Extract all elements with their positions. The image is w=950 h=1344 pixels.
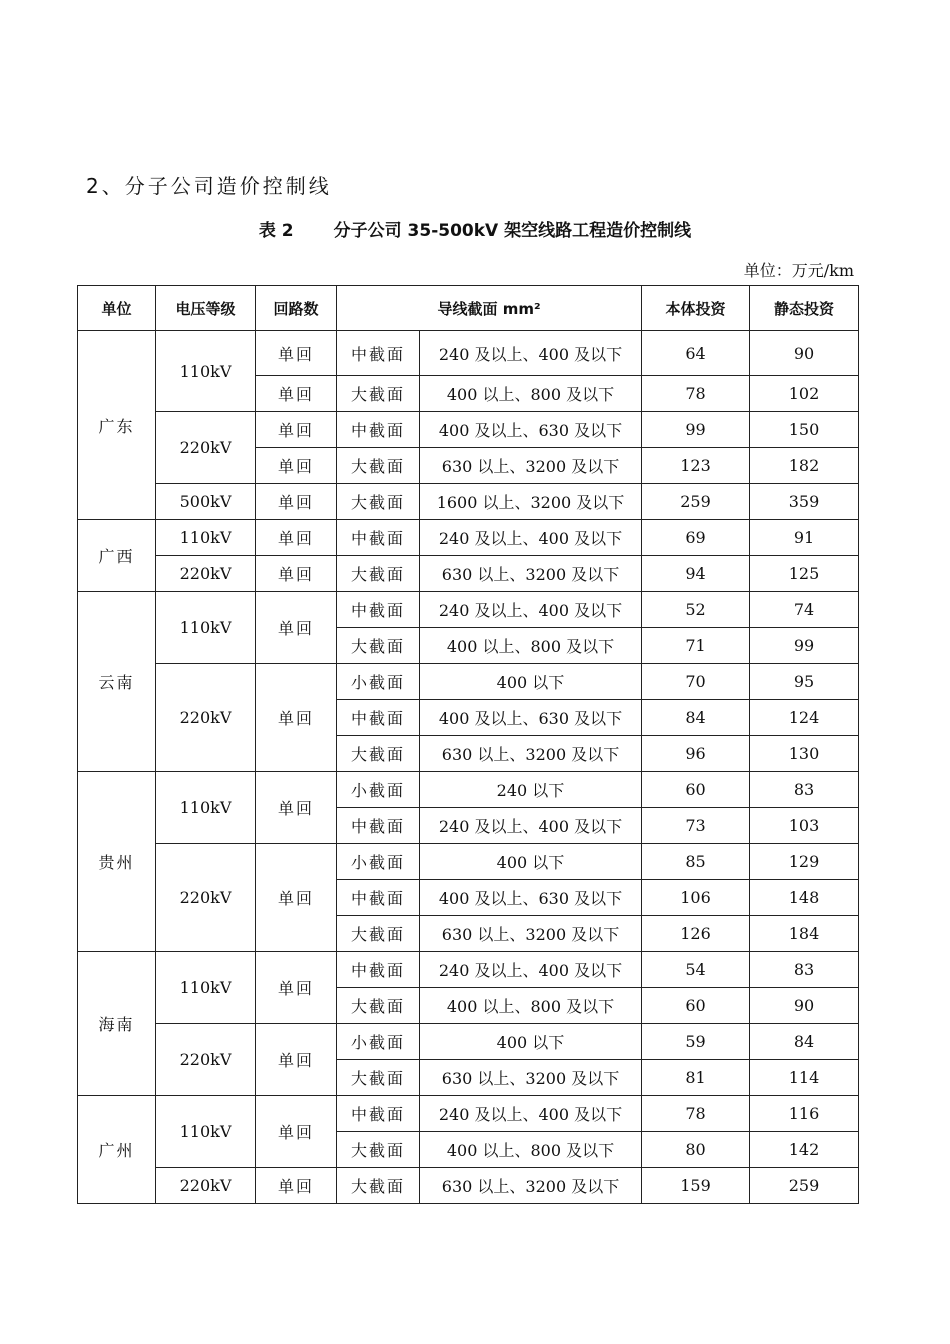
- cell-unit: 广州: [78, 1096, 156, 1204]
- cell-section: 中截面: [337, 808, 420, 844]
- table-row: [78, 556, 859, 592]
- cell-range: 400 及以上、630 及以下: [420, 700, 642, 736]
- cell-section: 中截面: [337, 331, 420, 376]
- cell-static: 150: [750, 412, 859, 448]
- cell-body: 59: [642, 1024, 750, 1060]
- cell-range: 630 以上、3200 及以下: [420, 1060, 642, 1096]
- cell-circuit: 单回: [256, 412, 337, 448]
- cell-unit: 云南: [78, 592, 156, 772]
- cell-body: 81: [642, 1060, 750, 1096]
- cell-body: 126: [642, 916, 750, 952]
- cell-circuit: 单回: [256, 952, 337, 1024]
- cell-body: 70: [642, 664, 750, 700]
- cell-range: 630 以上、3200 及以下: [420, 1168, 642, 1204]
- table-row: [78, 592, 859, 628]
- cell-voltage: 220kV: [156, 412, 256, 484]
- cell-section: 中截面: [337, 520, 420, 556]
- cell-range: 400 及以上、630 及以下: [420, 880, 642, 916]
- cell-unit: 广西: [78, 520, 156, 592]
- header-unit: 单位: [78, 286, 156, 331]
- cell-circuit: 单回: [256, 448, 337, 484]
- cell-section: 大截面: [337, 1168, 420, 1204]
- cell-range: 240 及以上、400 及以下: [420, 331, 642, 376]
- table-row: [78, 952, 859, 988]
- cell-circuit: 单回: [256, 484, 337, 520]
- cell-body: 73: [642, 808, 750, 844]
- header-static-investment: 静态投资: [750, 286, 859, 331]
- cell-section: 大截面: [337, 988, 420, 1024]
- cell-circuit: 单回: [256, 331, 337, 376]
- cell-section: 中截面: [337, 700, 420, 736]
- cell-static: 184: [750, 916, 859, 952]
- cell-voltage: 220kV: [156, 1024, 256, 1096]
- cell-section: 大截面: [337, 628, 420, 664]
- cell-body: 78: [642, 1096, 750, 1132]
- table-row: [78, 664, 859, 700]
- cell-static: 83: [750, 772, 859, 808]
- cell-range: 400 及以上、630 及以下: [420, 412, 642, 448]
- cell-static: 91: [750, 520, 859, 556]
- cell-voltage: 220kV: [156, 1168, 256, 1204]
- cell-section: 小截面: [337, 1024, 420, 1060]
- cost-control-table: [77, 285, 859, 1204]
- cell-section: 大截面: [337, 1132, 420, 1168]
- cell-range: 240 及以上、400 及以下: [420, 520, 642, 556]
- cell-body: 96: [642, 736, 750, 772]
- cell-section: 小截面: [337, 844, 420, 880]
- cell-static: 182: [750, 448, 859, 484]
- cell-static: 142: [750, 1132, 859, 1168]
- cell-section: 小截面: [337, 772, 420, 808]
- table-row: [78, 844, 859, 880]
- cell-static: 102: [750, 376, 859, 412]
- header-conductor-section: 导线截面 mm²: [337, 286, 642, 331]
- cell-section: 中截面: [337, 952, 420, 988]
- cell-body: 71: [642, 628, 750, 664]
- cell-circuit: 单回: [256, 592, 337, 664]
- cell-range: 240 及以上、400 及以下: [420, 808, 642, 844]
- cell-body: 60: [642, 988, 750, 1024]
- cell-range: 240 及以上、400 及以下: [420, 592, 642, 628]
- cell-circuit: 单回: [256, 772, 337, 844]
- cell-section: 大截面: [337, 916, 420, 952]
- cell-range: 1600 以上、3200 及以下: [420, 484, 642, 520]
- cell-unit: 广东: [78, 331, 156, 520]
- cell-static: 103: [750, 808, 859, 844]
- cell-static: 359: [750, 484, 859, 520]
- table-row: [78, 484, 859, 520]
- table-header-row: [78, 286, 859, 331]
- header-body-investment: 本体投资: [642, 286, 750, 331]
- cell-section: 中截面: [337, 412, 420, 448]
- cell-circuit: 单回: [256, 664, 337, 772]
- cell-voltage: 110kV: [156, 331, 256, 412]
- cell-static: 99: [750, 628, 859, 664]
- cell-static: 90: [750, 988, 859, 1024]
- cell-unit: 海南: [78, 952, 156, 1096]
- cell-static: 125: [750, 556, 859, 592]
- cell-section: 大截面: [337, 484, 420, 520]
- cell-range: 240 及以上、400 及以下: [420, 1096, 642, 1132]
- cell-voltage: 500kV: [156, 484, 256, 520]
- cell-circuit: 单回: [256, 1024, 337, 1096]
- cell-circuit: 单回: [256, 1096, 337, 1168]
- cell-body: 159: [642, 1168, 750, 1204]
- cell-range: 630 以上、3200 及以下: [420, 916, 642, 952]
- cell-section: 大截面: [337, 448, 420, 484]
- cell-section: 小截面: [337, 664, 420, 700]
- cell-section: 中截面: [337, 592, 420, 628]
- cell-range: 400 以下: [420, 844, 642, 880]
- cell-static: 124: [750, 700, 859, 736]
- cell-body: 69: [642, 520, 750, 556]
- table-row: [78, 331, 859, 376]
- cell-body: 123: [642, 448, 750, 484]
- cell-body: 99: [642, 412, 750, 448]
- cell-section: 大截面: [337, 1060, 420, 1096]
- cell-static: 259: [750, 1168, 859, 1204]
- cell-section: 中截面: [337, 880, 420, 916]
- header-circuit: 回路数: [256, 286, 337, 331]
- cell-voltage: 110kV: [156, 772, 256, 844]
- cell-section: 大截面: [337, 556, 420, 592]
- cell-voltage: 110kV: [156, 1096, 256, 1168]
- cell-static: 129: [750, 844, 859, 880]
- cell-range: 400 以上、800 及以下: [420, 376, 642, 412]
- table-number: 表 2: [258, 221, 294, 241]
- cell-range: 400 以上、800 及以下: [420, 1132, 642, 1168]
- cell-range: 240 以下: [420, 772, 642, 808]
- cell-static: 114: [750, 1060, 859, 1096]
- table-row: [78, 412, 859, 448]
- cell-circuit: 单回: [256, 844, 337, 952]
- cell-static: 95: [750, 664, 859, 700]
- cell-body: 94: [642, 556, 750, 592]
- cell-static: 116: [750, 1096, 859, 1132]
- cell-body: 84: [642, 700, 750, 736]
- cell-voltage: 220kV: [156, 664, 256, 772]
- table-row: [78, 1096, 859, 1132]
- cell-range: 630 以上、3200 及以下: [420, 448, 642, 484]
- table-row: [78, 1168, 859, 1204]
- cell-body: 60: [642, 772, 750, 808]
- cell-body: 52: [642, 592, 750, 628]
- cell-section: 大截面: [337, 376, 420, 412]
- unit-label: 单位：万元/km: [743, 261, 854, 280]
- cell-range: 400 以下: [420, 1024, 642, 1060]
- cell-voltage: 110kV: [156, 952, 256, 1024]
- section-heading: 2、分子公司造价控制线: [86, 174, 332, 198]
- table-row: [78, 520, 859, 556]
- cell-voltage: 220kV: [156, 844, 256, 952]
- cell-body: 259: [642, 484, 750, 520]
- cell-body: 85: [642, 844, 750, 880]
- cell-circuit: 单回: [256, 1168, 337, 1204]
- cell-range: 630 以上、3200 及以下: [420, 736, 642, 772]
- cell-unit: 贵州: [78, 772, 156, 952]
- cell-circuit: 单回: [256, 556, 337, 592]
- cell-voltage: 110kV: [156, 520, 256, 556]
- cell-circuit: 单回: [256, 376, 337, 412]
- cell-range: 400 以上、800 及以下: [420, 628, 642, 664]
- cell-range: 630 以上、3200 及以下: [420, 556, 642, 592]
- cell-static: 74: [750, 592, 859, 628]
- cell-body: 80: [642, 1132, 750, 1168]
- cell-body: 54: [642, 952, 750, 988]
- header-voltage: 电压等级: [156, 286, 256, 331]
- cell-voltage: 110kV: [156, 592, 256, 664]
- cell-section: 大截面: [337, 736, 420, 772]
- table-row: [78, 1024, 859, 1060]
- cell-circuit: 单回: [256, 520, 337, 556]
- cell-static: 83: [750, 952, 859, 988]
- table-caption: [0, 216, 950, 241]
- cell-range: 240 及以上、400 及以下: [420, 952, 642, 988]
- cell-static: 130: [750, 736, 859, 772]
- table-row: [78, 772, 859, 808]
- cell-static: 148: [750, 880, 859, 916]
- cell-body: 78: [642, 376, 750, 412]
- cell-static: 84: [750, 1024, 859, 1060]
- cell-range: 400 以下: [420, 664, 642, 700]
- cell-body: 106: [642, 880, 750, 916]
- cell-body: 64: [642, 331, 750, 376]
- cell-static: 90: [750, 331, 859, 376]
- cell-range: 400 以上、800 及以下: [420, 988, 642, 1024]
- table-title: 分子公司 35-500kV 架空线路工程造价控制线: [333, 221, 692, 241]
- cell-voltage: 220kV: [156, 556, 256, 592]
- cell-section: 中截面: [337, 1096, 420, 1132]
